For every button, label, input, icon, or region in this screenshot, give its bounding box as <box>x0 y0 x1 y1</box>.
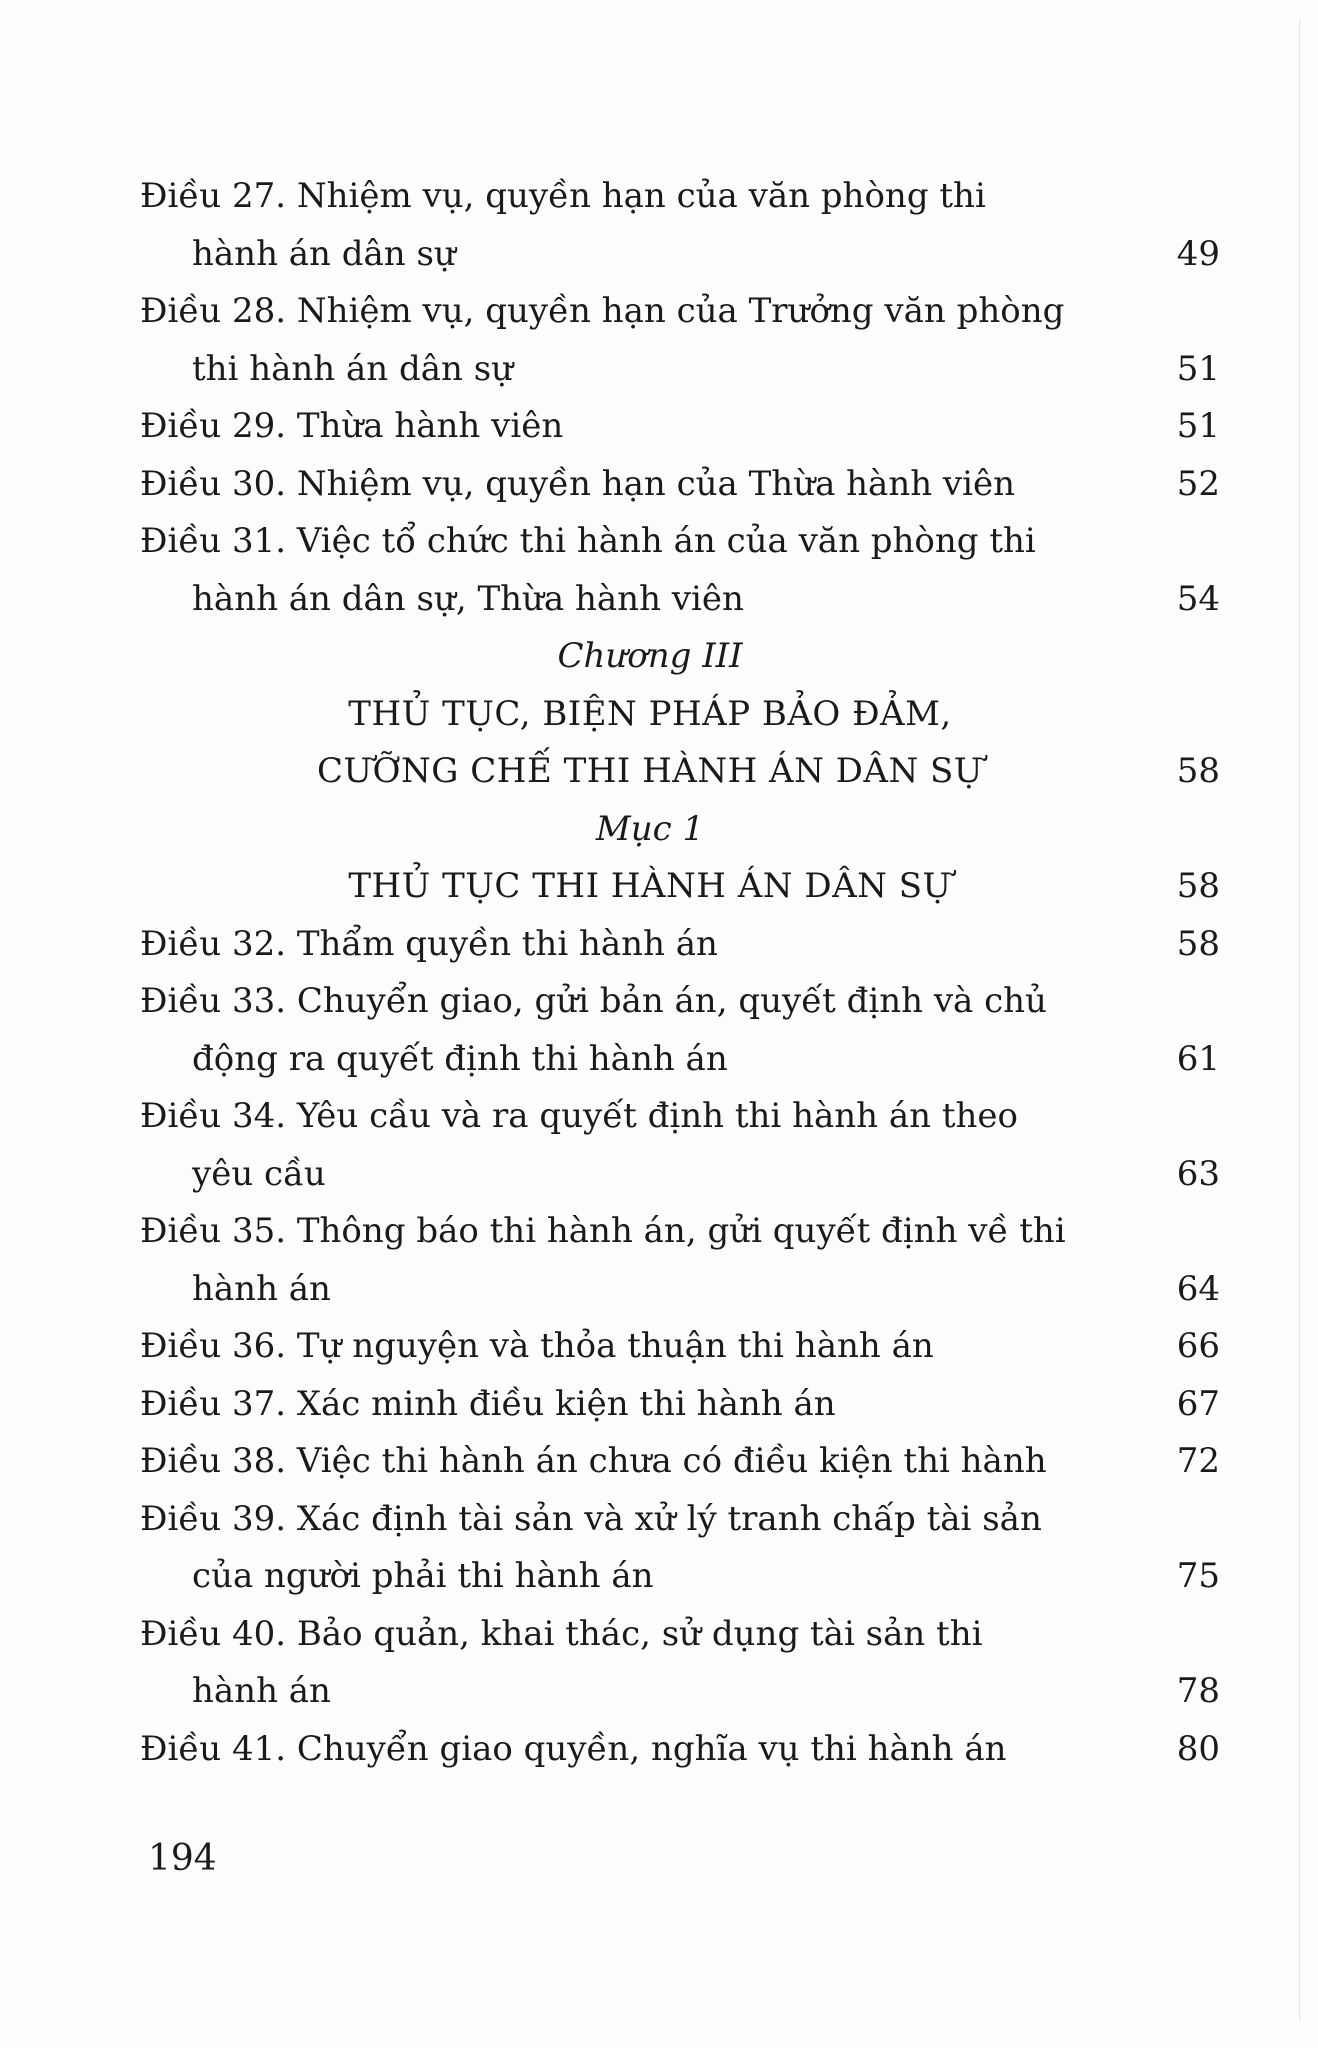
toc-entry-title: của người phải thi hành án <box>192 1556 654 1596</box>
toc-entry-title: Chương III <box>557 636 743 676</box>
toc-entry-title: Điều 33. Chuyển giao, gửi bản án, quyết định và chủ <box>140 981 1047 1021</box>
toc-entry-line <box>140 226 1220 284</box>
toc-entry-line <box>140 1433 1220 1491</box>
toc-entry-title: Điều 41. Chuyển giao quyền, nghĩa vụ thi hành án <box>140 1728 1007 1769</box>
toc-entry-line <box>140 1261 1220 1319</box>
toc-entry-title: Điều 28. Nhiệm vụ, quyền hạn của Trưởng văn phòng <box>140 291 1065 331</box>
toc-entry-title: Điều 37. Xác minh điều kiện thi hành án <box>140 1383 836 1424</box>
toc-entry-title: hành án <box>192 1671 331 1711</box>
page-number: 194 <box>148 1838 217 1879</box>
toc-entry-title: Điều 30. Nhiệm vụ, quyền hạn của Thừa hành viên <box>140 463 1016 504</box>
toc-entry-line <box>140 1376 1220 1434</box>
toc-section-heading <box>140 686 1220 744</box>
toc-page-number: 78 <box>1176 1671 1220 1711</box>
toc-section-heading <box>140 743 1220 801</box>
toc-entry-line <box>140 1146 1220 1204</box>
toc-entry-line <box>140 168 1220 226</box>
toc-entry-title: Điều 39. Xác định tài sản và xử lý tranh chấp tài sản <box>140 1498 1042 1539</box>
toc-entry-title: hành án <box>192 1268 331 1309</box>
toc-entry-title: thi hành án dân sự <box>192 348 514 389</box>
page-edge <box>1299 20 1300 2020</box>
toc-entry-line <box>140 1203 1220 1261</box>
toc-entry-line <box>140 1088 1220 1146</box>
toc-page-number: 58 <box>1176 923 1220 964</box>
toc-entry-title: Điều 38. Việc thi hành án chưa có điều kiện thi hành <box>140 1441 1047 1481</box>
toc-page-number: 63 <box>1176 1153 1220 1194</box>
toc-entry-title: yêu cầu <box>192 1153 326 1194</box>
toc-entry-line <box>140 916 1220 974</box>
toc-entry-title: THỦ TỤC THI HÀNH ÁN DÂN SỰ <box>348 866 952 906</box>
toc-entry-title: Điều 31. Việc tổ chức thi hành án của văn phòng thi <box>140 521 1036 561</box>
toc-entry-title: Điều 35. Thông báo thi hành án, gửi quyết định về thi <box>140 1211 1066 1251</box>
toc-entry-line <box>140 513 1220 571</box>
toc-entry-line <box>140 973 1220 1031</box>
toc-entry-title: Điều 40. Bảo quản, khai thác, sử dụng tài sản thi <box>140 1613 983 1654</box>
toc-entry-line <box>140 456 1220 514</box>
toc-entry-line <box>140 1031 1220 1089</box>
toc-entry-title: Điều 36. Tự nguyện và thỏa thuận thi hành án <box>140 1326 934 1366</box>
toc-page-number: 61 <box>1176 1038 1220 1079</box>
toc-page-number: 51 <box>1176 348 1220 389</box>
toc-page-number: 72 <box>1176 1441 1220 1481</box>
toc-entry-line <box>140 1318 1220 1376</box>
toc-entry-title: hành án dân sự, Thừa hành viên <box>192 578 744 619</box>
toc-page-number: 75 <box>1176 1556 1220 1596</box>
toc-section-label <box>140 628 1220 686</box>
toc-section-heading <box>140 858 1220 916</box>
toc-entry-title: CƯỠNG CHẾ THI HÀNH ÁN DÂN SỰ <box>317 751 983 791</box>
toc-page-number: 58 <box>1176 751 1220 791</box>
toc-entry-title: Điều 34. Yêu cầu và ra quyết định thi hành án theo <box>140 1096 1018 1136</box>
toc-entry-line <box>140 398 1220 456</box>
toc-entry-title: hành án dân sự <box>192 233 456 274</box>
toc-page-number: 58 <box>1176 866 1220 906</box>
toc-page-number: 49 <box>1176 233 1220 274</box>
toc-page-number: 64 <box>1176 1268 1220 1309</box>
toc-section-label <box>140 801 1220 859</box>
toc-entry-line <box>140 1491 1220 1549</box>
toc-entry-line <box>140 1548 1220 1606</box>
toc-page-number: 52 <box>1176 463 1220 504</box>
toc-page-number: 67 <box>1176 1383 1220 1424</box>
toc-entry-title: động ra quyết định thi hành án <box>192 1038 728 1079</box>
toc-entry-line <box>140 341 1220 399</box>
toc-page-number: 54 <box>1176 578 1220 619</box>
toc-entry-line <box>140 283 1220 341</box>
table-of-contents <box>140 168 1220 1778</box>
toc-page-number: 51 <box>1176 406 1220 446</box>
toc-entry-title: Điều 29. Thừa hành viên <box>140 406 564 446</box>
toc-entry-title: Điều 32. Thẩm quyền thi hành án <box>140 923 718 964</box>
toc-entry-line <box>140 1721 1220 1779</box>
toc-entry-title: Mục 1 <box>595 808 705 849</box>
toc-entry-title: THỦ TỤC, BIỆN PHÁP BẢO ĐẢM, <box>348 693 952 734</box>
toc-page-number: 66 <box>1176 1326 1220 1366</box>
toc-entry-title: Điều 27. Nhiệm vụ, quyền hạn của văn phòng thi <box>140 176 986 216</box>
toc-page-number: 80 <box>1176 1728 1220 1769</box>
toc-entry-line <box>140 571 1220 629</box>
toc-entry-line <box>140 1663 1220 1721</box>
toc-entry-line <box>140 1606 1220 1664</box>
